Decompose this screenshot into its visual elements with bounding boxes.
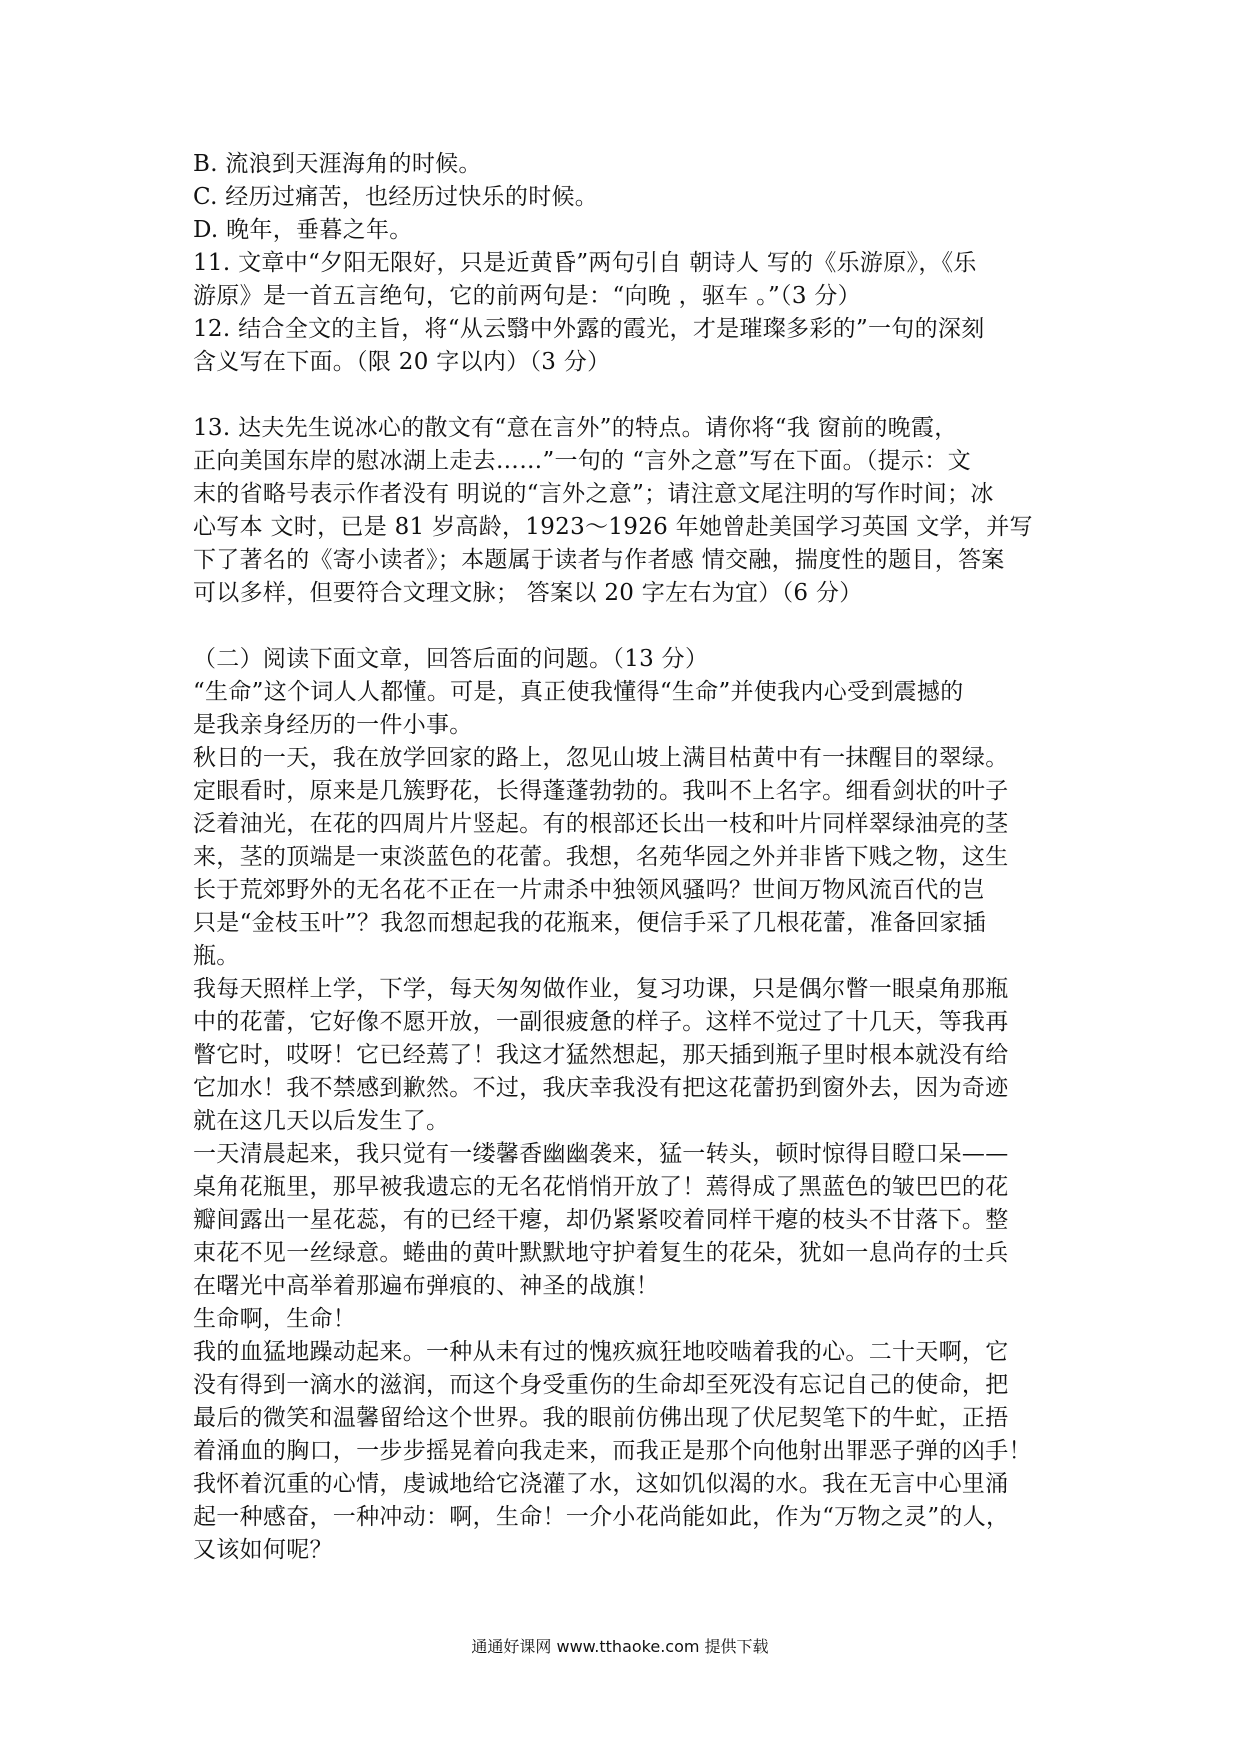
option-c: C. 经历过痛苦，也经历过快乐的时候。 bbox=[193, 184, 599, 210]
passage-line: 一天清晨起来，我只觉有一缕馨香幽幽袭来，猛一转头，顿时惊得目瞪口呆—— bbox=[193, 1141, 1009, 1167]
question-11-line: 游原》是一首五言绝句，它的前两句是：“向晚 ，驱车 。”（3 分） bbox=[193, 283, 861, 309]
passage-line: 最后的微笑和温馨留给这个世界。我的眼前仿佛出现了伏尼契笔下的牛虻，正捂 bbox=[193, 1405, 1009, 1431]
passage-line: 是我亲身经历的一件小事。 bbox=[193, 712, 473, 738]
question-13-line: 可以多样，但要符合文理文脉； 答案以 20 字左右为宜）（6 分） bbox=[193, 580, 863, 606]
answer-space bbox=[193, 610, 1055, 643]
page-footer: 通通好课网 www.tthaoke.com 提供下载 bbox=[471, 1637, 769, 1656]
question-13-line: 13. 达夫先生说冰心的散文有“意在言外”的特点。请你将“我 窗前的晚霞， bbox=[193, 415, 958, 441]
passage-line: 没有得到一滴水的滋润，而这个身受重伤的生命却至死没有忘记自己的使命，把 bbox=[193, 1372, 1009, 1398]
passage-line: 束花不见一丝绿意。蜷曲的黄叶默默地守护着复生的花朵，犹如一息尚存的士兵 bbox=[193, 1240, 1009, 1266]
passage-line: 瓶。 bbox=[193, 943, 240, 969]
question-12-line: 12. 结合全文的主旨，将“从云翳中外露的霞光，才是璀璨多彩的”一句的深刻 bbox=[193, 316, 985, 342]
passage-line: 秋日的一天，我在放学回家的路上，忽见山坡上满目枯黄中有一抹醒目的翠绿。 bbox=[193, 745, 1009, 771]
passage-line: 瞥它时，哎呀！它已经蔫了！我这才猛然想起，那天插到瓶子里时根本就没有给 bbox=[193, 1042, 1009, 1068]
question-13-line: 正向美国东岸的慰冰湖上走去……”一句的 “言外之意”写在下面。（提示：文 bbox=[193, 448, 971, 474]
passage-line: 又该如何呢？ bbox=[193, 1537, 333, 1563]
question-11-line: 11. 文章中“夕阳无限好，只是近黄昏”两句引自 朝诗人 写的《乐游原》，《乐 bbox=[193, 250, 977, 276]
answer-space bbox=[193, 379, 1055, 412]
section-heading: （二）阅读下面文章，回答后面的问题。（13 分） bbox=[193, 646, 709, 672]
question-13-line: 心写本 文时，已是 81 岁高龄，1923～1926 年她曾赴美国学习英国 文学，并写 bbox=[193, 514, 1033, 540]
passage-line: 在曙光中高举着那遍布弹痕的、神圣的战旗！ bbox=[193, 1273, 659, 1299]
passage-line: 来，茎的顶端是一束淡蓝色的花蕾。我想，名苑华园之外并非皆下贱之物，这生 bbox=[193, 844, 1009, 870]
document-body bbox=[193, 148, 1055, 1567]
passage-line: “生命”这个词人人都懂。可是，真正使我懂得“生命”并使我内心受到震撼的 bbox=[193, 679, 964, 705]
passage-line: 我的血猛地躁动起来。一种从未有过的愧疚疯狂地咬啮着我的心。二十天啊，它 bbox=[193, 1339, 1009, 1365]
passage-line: 中的花蕾，它好像不愿开放，一副很疲惫的样子。这样不觉过了十几天，等我再 bbox=[193, 1009, 1009, 1035]
passage-line: 我每天照样上学，下学，每天匆匆做作业，复习功课，只是偶尔瞥一眼桌角那瓶 bbox=[193, 976, 1009, 1002]
passage-line: 生命啊，生命！ bbox=[193, 1306, 357, 1332]
passage-line: 桌角花瓶里，那早被我遗忘的无名花悄悄开放了！蔫得成了黑蓝色的皱巴巴的花 bbox=[193, 1174, 1009, 1200]
option-b: B. 流浪到天涯海角的时候。 bbox=[193, 151, 482, 177]
question-13-line: 末的省略号表示作者没有 明说的“言外之意”；请注意文尾注明的写作时间；冰 bbox=[193, 481, 994, 507]
passage-line: 长于荒郊野外的无名花不正在一片肃杀中独领风骚吗？世间万物风流百代的岂 bbox=[193, 877, 986, 903]
question-12-line: 含义写在下面。（限 20 字以内）（3 分） bbox=[193, 349, 611, 375]
question-13-line: 下了著名的《寄小读者》；本题属于读者与作者感 情交融，揣度性的题目，答案 bbox=[193, 547, 1005, 573]
passage-line: 定眼看时，原来是几簇野花，长得蓬蓬勃勃的。我叫不上名字。细看剑状的叶子 bbox=[193, 778, 1009, 804]
passage-line: 瓣间露出一星花蕊，有的已经干瘪，却仍紧紧咬着同样干瘪的枝头不甘落下。整 bbox=[193, 1207, 1009, 1233]
passage-line: 泛着油光，在花的四周片片竖起。有的根部还长出一枝和叶片同样翠绿油亮的茎 bbox=[193, 811, 1009, 837]
passage-line: 就在这几天以后发生了。 bbox=[193, 1108, 450, 1134]
passage-line: 起一种感奋，一种冲动：啊，生命！一介小花尚能如此，作为“万物之灵”的人， bbox=[193, 1504, 1010, 1530]
passage-line: 它加水！我不禁感到歉然。不过，我庆幸我没有把这花蕾扔到窗外去，因为奇迹 bbox=[193, 1075, 1009, 1101]
passage-line: 我怀着沉重的心情，虔诚地给它浇灌了水，这如饥似渴的水。我在无言中心里涌 bbox=[193, 1471, 1009, 1497]
passage-line: 着涌血的胸口，一步步摇晃着向我走来，而我正是那个向他射出罪恶子弹的凶手！ bbox=[193, 1438, 1032, 1464]
option-d: D. 晚年，垂暮之年。 bbox=[193, 217, 413, 243]
passage-line: 只是“金枝玉叶”？我忽而想起我的花瓶来，便信手采了几根花蕾，准备回家插 bbox=[193, 910, 987, 936]
